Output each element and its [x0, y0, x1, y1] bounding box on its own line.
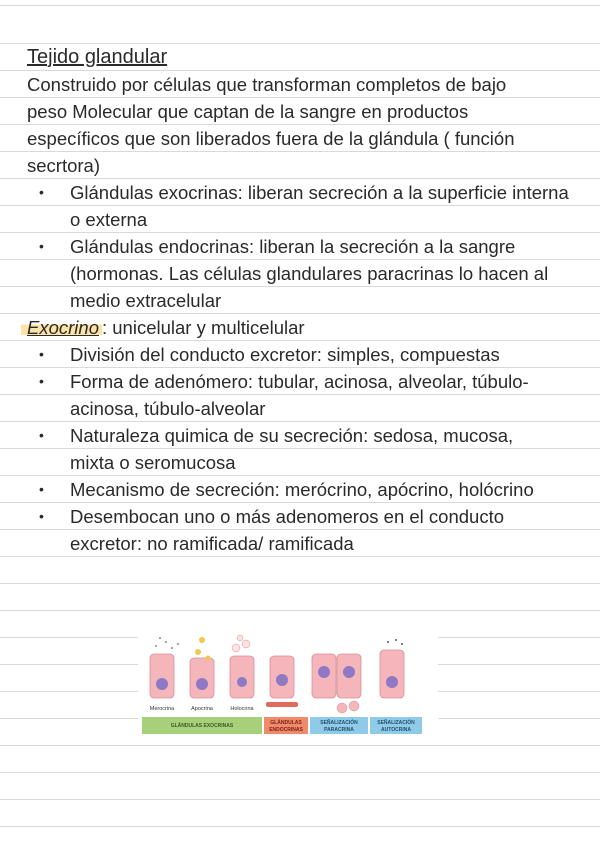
band-autocrina-label-2: AUTOCRINA	[381, 727, 411, 733]
list-item: • Glándulas endocrinas: liberan la secreción a la sangre (hormonas. Las células glandulares paracrinas lo hacen al medio extracelular	[27, 233, 570, 314]
exocrino-list	[27, 341, 587, 557]
label-merocrina: Merocrina	[149, 706, 175, 712]
intro-line-1: Construido por células que transforman completos de bajo	[27, 74, 507, 95]
intro-line-4: secrtora)	[27, 155, 100, 176]
band-exocrinas-label: GLÁNDULAS EXOCRINAS	[170, 723, 234, 729]
list-item: • Naturaleza quimica de su secreción: sedosa, mucosa, mixta o seromucosa	[27, 422, 560, 476]
list-item: • Desembocan uno o más adenomeros en el conducto excretor: no ramificada/ ramificada	[27, 503, 550, 557]
label-apocrina: Apocrina	[191, 706, 213, 712]
notes-page	[27, 44, 587, 557]
secretion-illustration	[138, 628, 438, 736]
exocrino-rest: : unicelular y multicelular	[101, 317, 305, 338]
list-item: • División del conducto excretor: simples, compuestas	[27, 341, 570, 368]
exocrino-highlight: Exocrino	[21, 317, 102, 338]
label-holocrina: Holocrina	[230, 706, 254, 712]
glandulas-list	[27, 179, 587, 314]
intro-line-2: peso Molecular que captan de la sangre en productos	[27, 101, 469, 122]
autocrine-cell	[380, 639, 404, 698]
list-item: • Forma de adenómero: tubular, acinosa, alveolar, túbulo-acinosa, túbulo-alveolar	[27, 368, 540, 422]
intro-line-3: específicos que son liberados fuera de la glándula ( función	[27, 128, 515, 149]
holocrine-cell	[230, 635, 254, 698]
glandular-secretion-diagram	[138, 628, 438, 736]
band-endocrinas-label-2: ENDOCRINAS	[269, 727, 303, 733]
list-item: • Mecanismo de secreción: merócrino, apócrino, holócrino	[27, 476, 540, 503]
band-endocrinas-label-1: GLÁNDULAS	[270, 720, 302, 726]
merocrine-cell	[150, 637, 179, 698]
band-autocrina-label-1: SEÑALIZACIÓN	[377, 720, 415, 726]
apocrine-cell	[190, 637, 214, 698]
page-title: Tejido glandular	[27, 46, 168, 68]
band-paracrina-label-1: SEÑALIZACIÓN	[320, 720, 358, 726]
paracrine-cells	[312, 654, 361, 713]
band-paracrina-label-2: PARACRINA	[324, 727, 354, 733]
exocrino-heading	[27, 314, 587, 341]
list-item: • Glándulas exocrinas: liberan secreción a la superficie interna o externa	[27, 179, 570, 233]
endocrine-cell	[266, 656, 298, 707]
